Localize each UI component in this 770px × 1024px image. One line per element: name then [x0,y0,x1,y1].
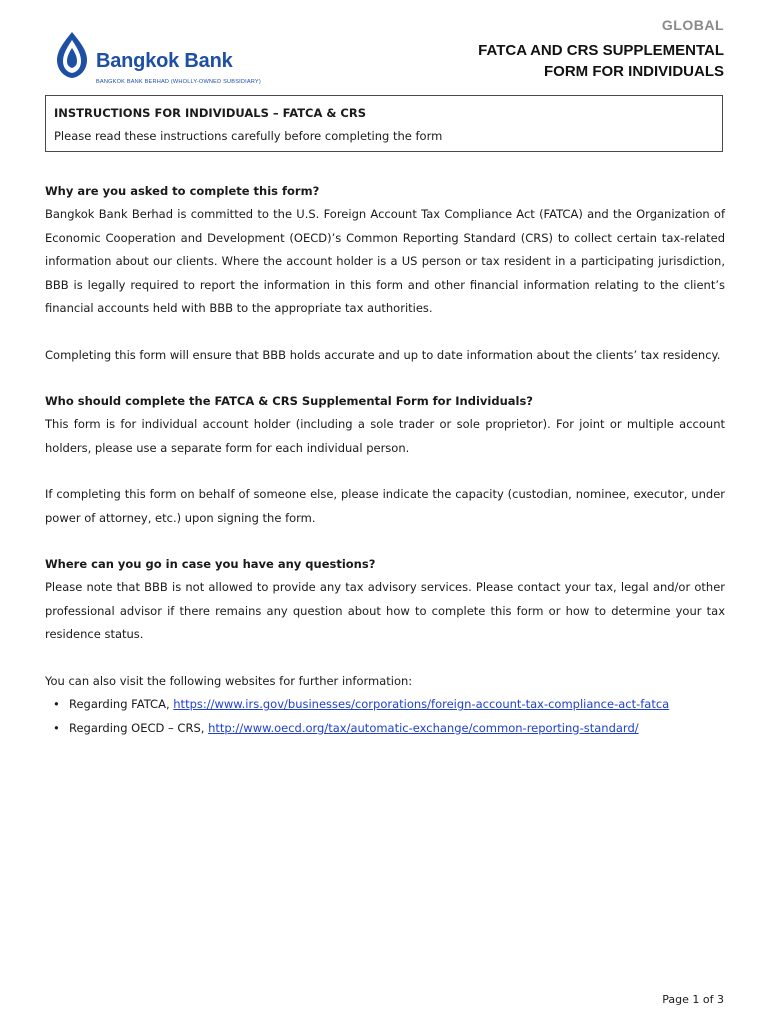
paragraph: Please note that BBB is not allowed to provide any tax advisory services. Please contact your tax, legal and/or other professional advisor if there remains any question about how to complete this form or how to determine your tax residence status. [45,580,725,641]
section-heading: Who should complete the FATCA & CRS Supplemental Form for Individuals? [45,394,533,408]
link-prefix: Regarding OECD – CRS, [69,720,209,735]
instructions-subtitle: Please read these instructions carefully before completing the form [54,129,443,143]
section-questions [45,553,725,740]
page-number: Page 1 of 3 [662,993,724,1006]
bank-subtitle: BANGKOK BANK BERHAD (WHOLLY-OWNED SUBSIDIARY) [96,79,261,85]
list-item [45,717,725,741]
bank-logo-icon [54,30,90,80]
list-item [45,693,725,717]
link-prefix: Regarding FATCA, [69,697,174,711]
section-heading: Where can you go in case you have any questions? [45,557,376,571]
form-title-line-2: FORM FOR INDIVIDUALS [544,63,724,80]
paragraph: This form is for individual account holder (including a sole trader or sole proprietor). For joint or multiple account holders, please use a separate form for each individual person. [45,417,725,455]
bullet-icon: • [53,720,60,735]
paragraph: You can also visit the following websites for further information: [45,673,413,688]
paragraph: Bangkok Bank Berhad is committed to the U.S. Foreign Account Tax Compliance Act (FATCA) and the Organization of Economic Cooperation and Development (OECD)’s Common Reporting Standard (CRS) to collect certain tax-related information about our clients. Where the account holder is a US person or tax resident in a participating jurisdiction, BBB is legally required to report the information in this form and other financial information relating to the client’s financial accounts held with BBB to the appropriate tax authorities. [45,207,725,315]
section-why [45,180,725,367]
section-who [45,390,725,530]
paragraph: If completing this form on behalf of someone else, please indicate the capacity (custodian, nominee, executor, under power of attorney, etc.) upon signing the form. [45,487,725,525]
resource-links [45,693,725,740]
bullet-icon: • [53,697,60,711]
fatca-link[interactable]: https://www.irs.gov/businesses/corporations/foreign-account-tax-compliance-act-fatca [173,697,670,711]
paragraph: Completing this form will ensure that BBB holds accurate and up to date information about the clients’ tax residency. [45,347,721,362]
scope-label: GLOBAL [661,17,724,33]
form-title-line-1: FATCA AND CRS SUPPLEMENTAL [478,42,724,59]
section-heading: Why are you asked to complete this form? [45,184,320,198]
crs-link[interactable]: http://www.oecd.org/tax/automatic-exchange/common-reporting-standard/ [208,720,639,735]
bank-name: Bangkok Bank [96,50,233,72]
instructions-title: INSTRUCTIONS FOR INDIVIDUALS – FATCA & CRS [54,106,367,120]
instructions-content [45,180,725,740]
bank-logo [54,30,264,90]
form-title [478,40,724,82]
instructions-box [45,95,723,152]
